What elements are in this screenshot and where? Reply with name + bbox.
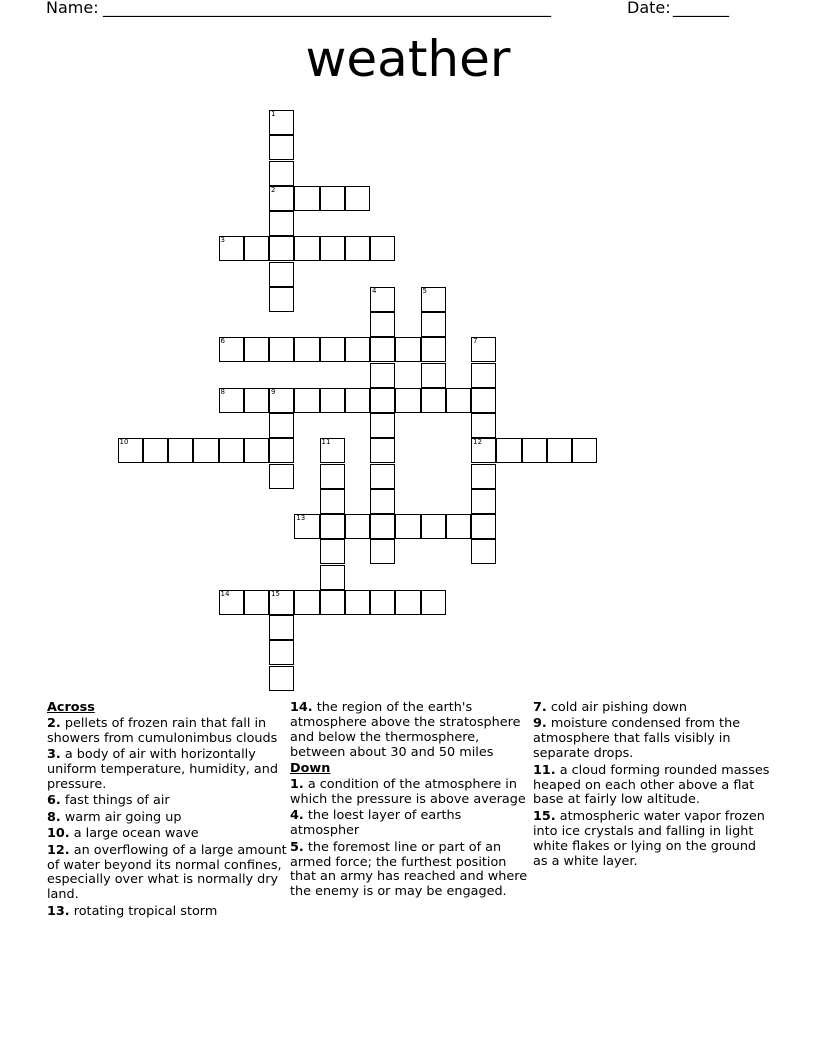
clue-text: warm air going up: [60, 809, 182, 825]
grid-cell[interactable]: [320, 186, 345, 211]
grid-cell[interactable]: [219, 590, 244, 615]
grid-cell[interactable]: [370, 413, 395, 438]
clue-number: 12: [473, 438, 482, 447]
grid-cell[interactable]: [294, 337, 319, 362]
grid-cell[interactable]: [370, 363, 395, 388]
clue: [47, 905, 287, 920]
grid-cell[interactable]: [345, 186, 370, 211]
clue: [533, 701, 773, 716]
grid-cell[interactable]: [471, 539, 496, 564]
clues-column-2: [290, 701, 530, 902]
grid-cell[interactable]: [471, 337, 496, 362]
grid-cell[interactable]: [294, 236, 319, 261]
grid-cell[interactable]: [320, 514, 345, 539]
clue-number: 2: [271, 185, 276, 194]
clue-text: atmospheric water vapor frozen into ice crystals and falling in light white flakes or lying on the ground as a white layer.: [533, 808, 765, 869]
grid-cell[interactable]: [421, 312, 446, 337]
clue: [47, 827, 287, 842]
down-heading: Down: [290, 761, 331, 777]
clues-column-3: [533, 701, 773, 871]
clue-number: 13.: [47, 903, 70, 919]
clue-number: 2.: [47, 715, 61, 731]
grid-cell[interactable]: [370, 287, 395, 312]
clue-number: 14: [220, 589, 230, 598]
grid-cell[interactable]: [320, 464, 345, 489]
grid-cell[interactable]: [269, 590, 294, 615]
grid-cell[interactable]: [193, 438, 218, 463]
clue-text: a body of air with horizontally uniform temperature, humidity, and pressure.: [47, 747, 278, 793]
clue-number: 5: [422, 286, 427, 295]
clue: [290, 841, 530, 901]
across-clue-list: [47, 717, 287, 920]
grid-cell[interactable]: [269, 464, 294, 489]
clue: [47, 717, 287, 747]
clue-number: 6: [220, 337, 225, 346]
clue-text: pellets of frozen rain that fall in showers from cumulonimbus clouds: [47, 715, 278, 746]
clue-number: 10.: [47, 826, 70, 842]
grid-cell[interactable]: [421, 337, 446, 362]
grid-cell[interactable]: [345, 514, 370, 539]
clue: [533, 764, 773, 809]
name-label: Name:: [46, 0, 99, 17]
grid-cell[interactable]: [269, 337, 294, 362]
grid-cell[interactable]: [219, 236, 244, 261]
grid-cell[interactable]: [269, 110, 294, 135]
grid-cell[interactable]: [219, 388, 244, 413]
down-clue-list: [290, 778, 530, 900]
clue-number: 4.: [290, 808, 304, 824]
grid-cell[interactable]: [269, 236, 294, 261]
grid-cell[interactable]: [370, 312, 395, 337]
grid-cell[interactable]: [370, 539, 395, 564]
grid-cell[interactable]: [421, 287, 446, 312]
grid-cell[interactable]: [370, 514, 395, 539]
grid-cell[interactable]: [370, 464, 395, 489]
clue-number: 15: [271, 589, 280, 598]
clue-number: 11.: [533, 762, 556, 778]
clue-number: 1.: [290, 777, 304, 793]
clue-number: 11: [321, 438, 331, 447]
clue-number: 4: [372, 286, 377, 295]
grid-cell[interactable]: [370, 438, 395, 463]
grid-cell[interactable]: [471, 489, 496, 514]
clue-number: 1: [271, 110, 276, 118]
grid-cell[interactable]: [219, 337, 244, 362]
clue-number: 15.: [533, 808, 556, 824]
grid-cell[interactable]: [244, 438, 269, 463]
clue-number: 9: [271, 387, 276, 396]
grid-cell[interactable]: [496, 438, 521, 463]
grid-cell[interactable]: [269, 186, 294, 211]
grid-cell[interactable]: [320, 438, 345, 463]
clue-text: moisture condensed from the atmosphere that falls visibly in separate drops.: [533, 716, 741, 762]
grid-cell[interactable]: [345, 590, 370, 615]
clue-number: 14.: [290, 700, 313, 715]
clue-number: 10: [119, 438, 129, 447]
grid-cell[interactable]: [269, 615, 294, 640]
grid-cell[interactable]: [370, 489, 395, 514]
grid-cell[interactable]: [421, 363, 446, 388]
clue: [290, 778, 530, 808]
grid-cell[interactable]: [547, 438, 572, 463]
grid-cell[interactable]: [471, 413, 496, 438]
clue: [533, 717, 773, 762]
name-line: ________________________________________________________: [103, 0, 551, 17]
clue-number: 7.: [533, 700, 547, 715]
grid-cell[interactable]: [269, 640, 294, 665]
grid-cell[interactable]: [269, 287, 294, 312]
grid-cell[interactable]: [395, 590, 420, 615]
grid-cell[interactable]: [320, 489, 345, 514]
grid-cell[interactable]: [320, 565, 345, 590]
grid-cell[interactable]: [244, 337, 269, 362]
clue-number: 5.: [290, 839, 304, 855]
clue-number: 3: [220, 236, 225, 245]
grid-cell[interactable]: [395, 388, 420, 413]
grid-cell[interactable]: [269, 135, 294, 160]
grid-cell[interactable]: [294, 590, 319, 615]
grid-cell[interactable]: [471, 438, 496, 463]
grid-cell[interactable]: [244, 236, 269, 261]
grid-cell[interactable]: [395, 514, 420, 539]
clue: [47, 748, 287, 793]
grid-cell[interactable]: [395, 337, 420, 362]
grid-cell[interactable]: [269, 211, 294, 236]
grid-cell[interactable]: [522, 438, 547, 463]
grid-cell[interactable]: [269, 388, 294, 413]
clue-text: the loest layer of earths atmospher: [290, 808, 462, 839]
grid-cell[interactable]: [320, 236, 345, 261]
grid-cell[interactable]: [345, 337, 370, 362]
date-line: _______: [673, 0, 729, 17]
clue-number: 8: [220, 387, 225, 396]
clue-number: 12.: [47, 842, 70, 858]
grid-cell[interactable]: [320, 590, 345, 615]
grid-cell[interactable]: [244, 590, 269, 615]
grid-cell[interactable]: [118, 438, 143, 463]
puzzle-title: weather: [305, 30, 511, 88]
grid-cell[interactable]: [471, 388, 496, 413]
grid-cell[interactable]: [269, 161, 294, 186]
clue: [290, 809, 530, 839]
grid-cell[interactable]: [421, 590, 446, 615]
clue-number: 9.: [533, 716, 547, 732]
grid-cell[interactable]: [446, 514, 471, 539]
clue-text: cold air pishing down: [546, 700, 688, 715]
clue-text: a condition of the atmosphere in which the pressure is above average: [290, 777, 526, 807]
grid-cell[interactable]: [294, 388, 319, 413]
across-heading: Across: [47, 700, 95, 715]
grid-cell[interactable]: [345, 388, 370, 413]
across-clue-list-cont: [290, 701, 530, 761]
grid-cell[interactable]: [370, 388, 395, 413]
clue-number: 6.: [47, 793, 61, 809]
grid-cell[interactable]: [269, 438, 294, 463]
grid-cell[interactable]: [471, 363, 496, 388]
grid-cell[interactable]: [168, 438, 193, 463]
grid-cell[interactable]: [269, 262, 294, 287]
grid-cell[interactable]: [421, 388, 446, 413]
clue-text: the foremost line or part of an armed force; the furthest position that an army has reached and where the enemy is or may be engaged.: [290, 839, 528, 900]
grid-cell[interactable]: [320, 337, 345, 362]
grid-cell[interactable]: [320, 539, 345, 564]
grid-cell[interactable]: [446, 388, 471, 413]
grid-cell[interactable]: [370, 236, 395, 261]
clue-number: 7: [473, 337, 478, 346]
grid-cell[interactable]: [244, 388, 269, 413]
clue: [533, 810, 773, 870]
grid-cell[interactable]: [143, 438, 168, 463]
clue-text: an overflowing of a large amount of water beyond its normal confines, especially over what is normally dry land.: [47, 842, 287, 903]
clue-text: rotating tropical storm: [69, 903, 218, 919]
grid-cell[interactable]: [219, 438, 244, 463]
grid-cell[interactable]: [294, 514, 319, 539]
clue-text: a large ocean wave: [69, 826, 199, 842]
clue-text: fast things of air: [60, 793, 170, 809]
grid-cell[interactable]: [345, 236, 370, 261]
grid-cell[interactable]: [320, 388, 345, 413]
grid-cell[interactable]: [471, 464, 496, 489]
clue: [47, 794, 287, 809]
clue: [47, 811, 287, 826]
clues-column-1: [47, 701, 287, 921]
grid-cell[interactable]: [572, 438, 597, 463]
grid-cell[interactable]: [421, 514, 446, 539]
grid-cell[interactable]: [269, 413, 294, 438]
grid-cell[interactable]: [269, 666, 294, 691]
date-label: Date:: [627, 0, 671, 17]
clue-text: the region of the earth's atmosphere above the stratosphere and below the thermosphere, between about 30 and 50 miles: [290, 700, 521, 760]
clue-number: 8.: [47, 809, 61, 825]
grid-cell[interactable]: [471, 514, 496, 539]
grid-cell[interactable]: [294, 186, 319, 211]
grid-cell[interactable]: [370, 590, 395, 615]
down-clue-list-cont: [533, 701, 773, 869]
clue: [290, 701, 530, 761]
clue-number: 3.: [47, 747, 61, 763]
clue-text: a cloud forming rounded masses heaped on each other above a flat base at fairly low altitude.: [533, 762, 770, 808]
clue: [47, 844, 287, 904]
grid-cell[interactable]: [370, 337, 395, 362]
clue-number: 13: [296, 514, 306, 522]
